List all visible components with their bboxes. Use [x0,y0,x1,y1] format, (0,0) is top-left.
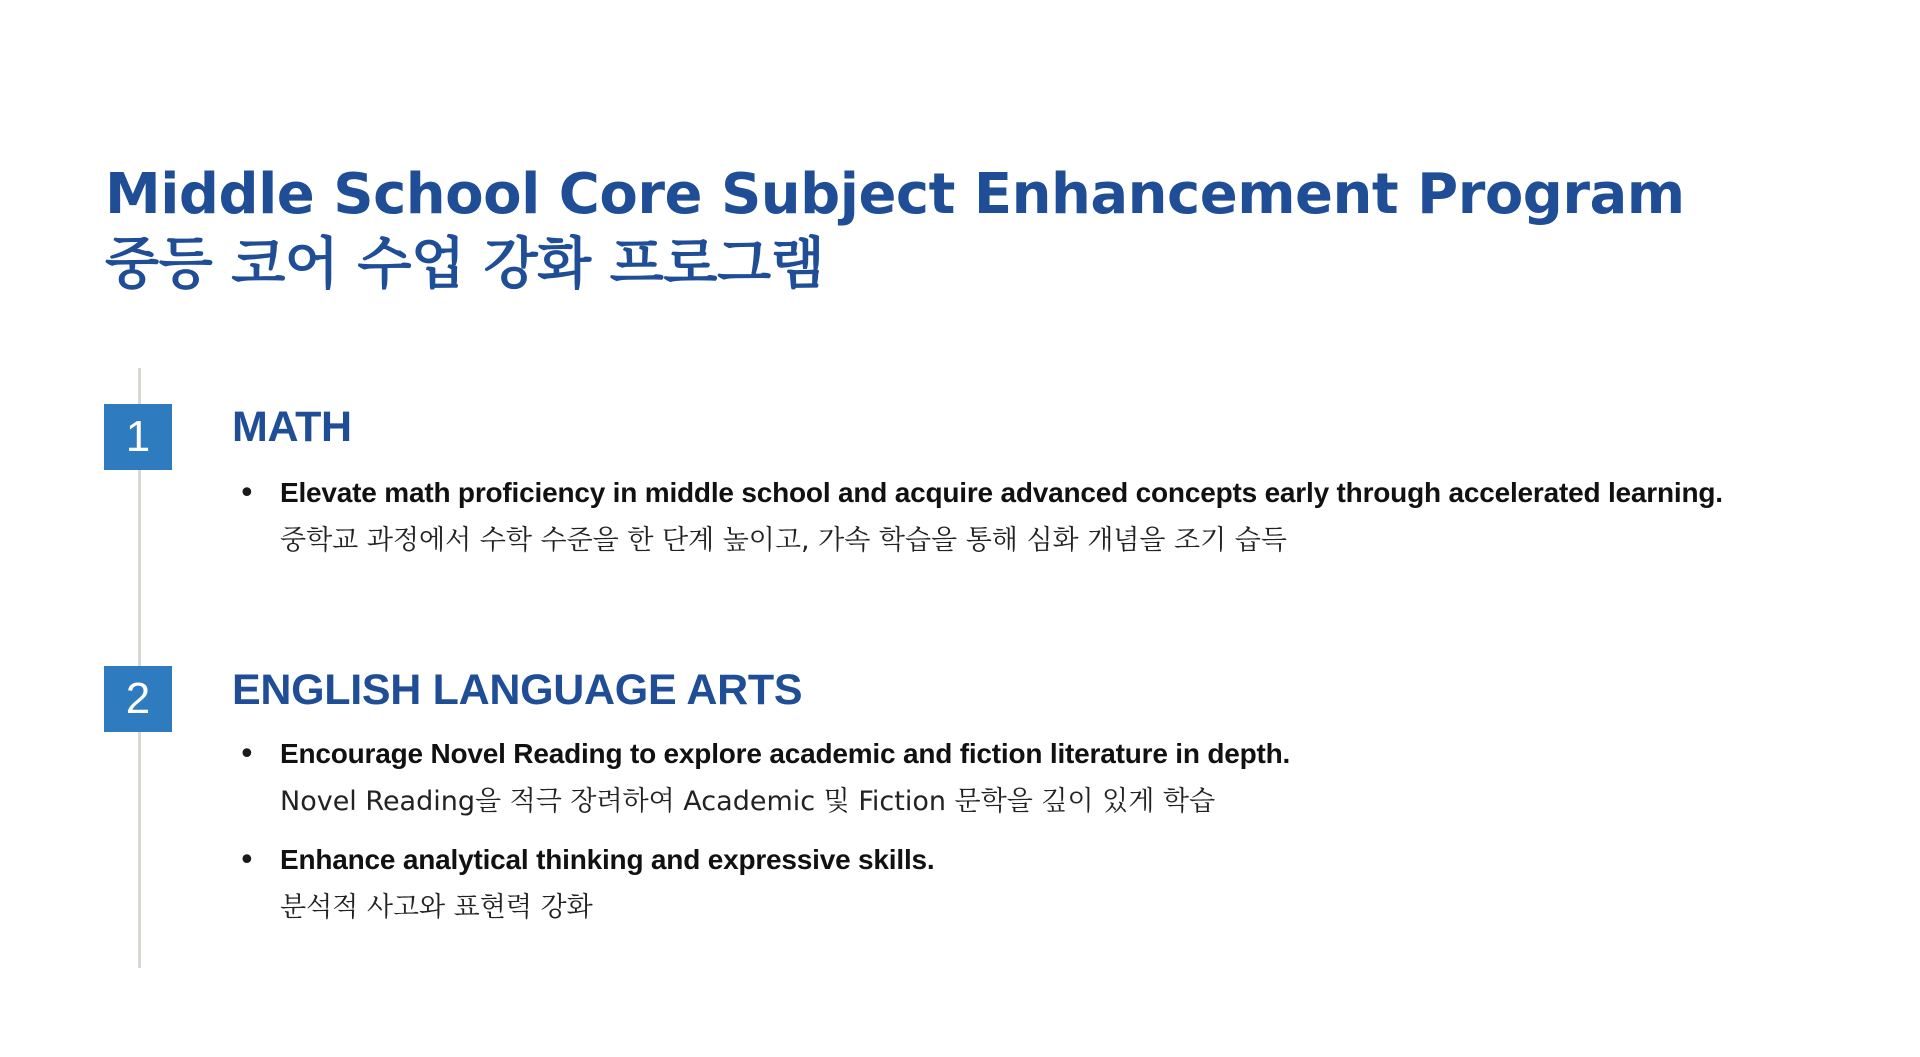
section-math [232,401,1892,565]
list-item [232,469,1892,565]
page-title-korean: 중등 코어 수업 강화 프로그램 [105,232,825,297]
bullet-dot-icon: • [238,843,256,878]
section-english-language-arts [232,664,1892,932]
bullet-text-korean: Novel Reading을 적극 장려하여 Academic 및 Fiction 문학을 깊이 있게 학습 [280,786,1216,817]
bullet-text-korean: 중학교 과정에서 수학 수준을 한 단계 높이고, 가속 학습을 통해 심화 개념을 조기 습득 [280,525,1287,556]
section-title-math: MATH [232,403,352,451]
step-badge-1: 1 [104,404,172,470]
bullet-text-english: Enhance analytical thinking and expressive skills. [280,844,935,875]
step-badge-2: 2 [104,666,172,732]
section-title-english-language-arts: ENGLISH LANGUAGE ARTS [232,666,803,714]
bullet-list-math [232,469,1892,565]
bullet-dot-icon: • [238,476,256,511]
page-title [105,160,1805,300]
bullet-list-english-language-arts [232,730,1892,932]
bullet-text-english: Encourage Novel Reading to explore academic and fiction literature in depth. [280,738,1291,769]
bullet-dot-icon: • [238,737,256,772]
list-item [232,730,1892,826]
page-title-english: Middle School Core Subject Enhancement Program [105,162,1685,227]
bullet-text-english: Elevate math proficiency in middle school and acquire advanced concepts early through accelerated learning. [280,477,1723,508]
bullet-text-korean: 분석적 사고와 표현력 강화 [280,892,593,923]
list-item [232,836,1892,932]
